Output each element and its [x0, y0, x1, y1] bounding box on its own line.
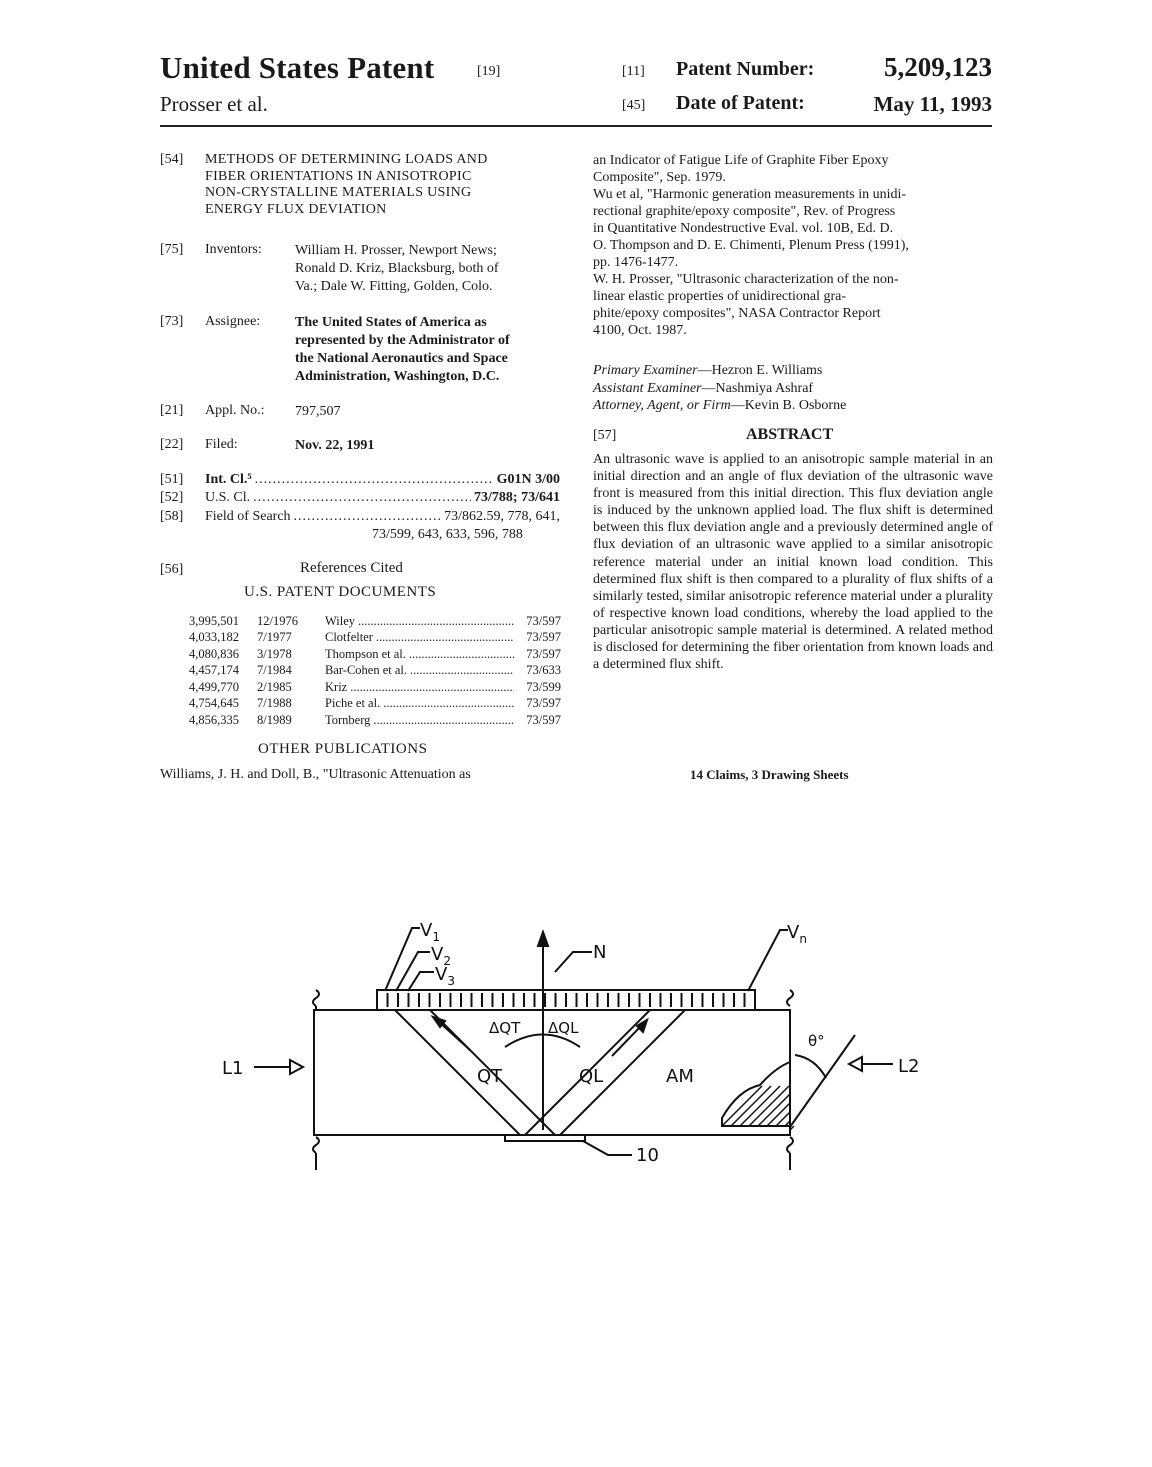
label-qt: QT	[477, 1066, 503, 1087]
reference-row	[189, 646, 561, 663]
reference-date: 3/1978	[257, 646, 292, 661]
reference-inventor: Thompson et al.	[325, 646, 406, 661]
publication-line: rectional graphite/epoxy composite", Rev. of Progress	[593, 204, 896, 219]
field-of-search-code: [58]	[160, 509, 184, 524]
label-ql: QL	[579, 1066, 604, 1087]
leader-vn	[748, 930, 788, 991]
transducer-dividers	[388, 993, 745, 1007]
int-cl-label: Int. Cl.⁵	[205, 472, 252, 487]
int-cl-code: [51]	[160, 472, 184, 487]
leader-dots	[376, 630, 514, 645]
references-code: [56]	[160, 562, 184, 577]
date-label: Date of Patent:	[676, 92, 805, 114]
appl-no-value: 797,507	[295, 404, 341, 419]
inventors-line: William H. Prosser, Newport News;	[295, 243, 497, 258]
assistant-examiner-label: Assistant Examiner	[593, 380, 702, 396]
reference-date: 7/1984	[257, 663, 292, 678]
attorney-label: Attorney, Agent, or Firm	[593, 398, 731, 413]
leader-dots	[350, 680, 514, 695]
leader-dots	[383, 696, 514, 711]
fiber-direction-line	[790, 1035, 855, 1127]
reference-number: 4,457,174	[189, 663, 239, 678]
title-line: ENERGY FLUX DEVIATION	[205, 201, 387, 217]
publication-line: in Quantitative Nondestructive Eval. vol. 10B, Ed. D.	[593, 221, 894, 236]
publication-line: linear elastic properties of unidirectional gra-	[593, 289, 847, 304]
hatch-line	[776, 1112, 790, 1126]
patent-number: 5,209,123	[884, 52, 992, 82]
assignee-line: The United States of America as	[295, 315, 487, 330]
qt-arrow	[438, 1021, 470, 1050]
leader-10	[583, 1141, 632, 1155]
examiners-block	[593, 362, 993, 415]
title-line: FIBER ORIENTATIONS IN ANISOTROPIC	[205, 168, 472, 184]
publication-line: Wu et al, "Harmonic generation measurements in unidi-	[593, 187, 907, 202]
hatch-line	[790, 1126, 794, 1130]
reference-inventor: Kriz	[325, 679, 348, 694]
reference-class: 73/599	[526, 679, 561, 694]
reference-row	[189, 613, 561, 630]
filed-label: Filed:	[205, 437, 238, 452]
inventors-line: Ronald D. Kriz, Blacksburg, both of	[295, 261, 499, 276]
leader-v2	[396, 952, 430, 991]
break-mark	[313, 990, 319, 1006]
assignee-code: [73]	[160, 314, 184, 329]
reference-number: 4,033,182	[189, 630, 239, 645]
wave-path	[395, 1010, 520, 1135]
leader-n	[555, 952, 592, 972]
break-mark	[313, 1137, 319, 1153]
attorney-name: —Kevin B. Osborne	[730, 398, 847, 413]
filed-value: Nov. 22, 1991	[295, 438, 375, 453]
assistant-examiner	[593, 380, 993, 398]
us-cl-value: 73/788; 73/641	[474, 490, 560, 505]
other-publications-continued	[593, 152, 993, 339]
hatching	[722, 1086, 794, 1130]
ql-arrow	[612, 1025, 642, 1056]
reference-row	[189, 630, 561, 647]
hatch-line	[740, 1086, 780, 1126]
field-of-search-value: 73/862.59, 778, 641,	[444, 509, 560, 524]
title-line: METHODS OF DETERMINING LOADS AND	[205, 152, 488, 167]
assignee-line: the National Aeronautics and Space	[295, 351, 508, 366]
reference-class: 73/597	[526, 712, 561, 727]
leader-dots	[410, 663, 514, 678]
patent-number-label: Patent Number:	[676, 58, 815, 80]
transducer-10	[505, 1135, 585, 1141]
label-l1: L1	[222, 1058, 244, 1079]
reference-number: 4,754,645	[189, 696, 239, 711]
hatch-line	[749, 1086, 789, 1126]
inventors-label: Inventors:	[205, 242, 262, 257]
assignee-line: Administration, Washington, D.C.	[295, 369, 500, 384]
publication-line: phite/epoxy composites", NASA Contractor Report	[593, 306, 881, 321]
publication-line: O. Thompson and D. E. Chimenti, Plenum Press (1991),	[593, 238, 909, 253]
abstract-text: An ultrasonic wave is applied to an anisotropic sample material in an initial direction and an angle of flux deviation of the ultrasonic wave front is measured from this initial direction. This flux deviation angle is induced by the unknown applied load. The flux shift is determined between this flux deviation angle and a previously determined angle of flux deviation of an ultrasonic wave applied to a similar anisotropic reference material under an initial known load condition. This determined flux shift is then compared to a plurality of flux shifts of a similarly tested, similar anisotropic reference material under a plurality of respective known load conditions, whereby the load applied to the particular anisotropic sample material is determined. A related method is disclosed for determining the fiber orientation from known loads and a determined flux shift.	[593, 452, 993, 673]
reference-number: 4,499,770	[189, 679, 239, 694]
hatch-line	[758, 1094, 790, 1126]
deviation-arc	[505, 1035, 580, 1048]
reference-row	[189, 679, 561, 696]
reference-row	[189, 663, 561, 680]
primary-examiner	[593, 362, 993, 380]
reference-inventor: Bar-Cohen et al.	[325, 663, 408, 678]
reference-class: 73/597	[526, 613, 561, 628]
publication-line: Composite", Sep. 1979.	[593, 170, 726, 185]
us-cl-code: [52]	[160, 490, 184, 505]
publication-line: 4100, Oct. 1987.	[593, 323, 687, 338]
title-code: [19]	[477, 64, 501, 79]
patent-office-title: United States Patent	[160, 50, 435, 85]
qt-arrowhead	[433, 1017, 445, 1027]
reference-date: 8/1989	[257, 712, 292, 727]
reference-class: 73/597	[526, 630, 561, 645]
filed-code: [22]	[160, 437, 184, 452]
reference-date: 12/1976	[257, 613, 298, 628]
label-10: 10	[636, 1145, 659, 1166]
abstract-code: [57]	[593, 428, 617, 443]
abstract-heading: ABSTRACT	[746, 426, 834, 443]
l2-arrowhead	[849, 1057, 862, 1071]
int-cl-row	[160, 472, 560, 490]
label-theta: θ°	[808, 1032, 825, 1050]
theta-arc	[795, 1055, 826, 1078]
wave-path	[430, 1010, 555, 1135]
fiber-cutaway	[722, 1062, 790, 1126]
inventors-line: Va.; Dale W. Fitting, Golden, Colo.	[295, 279, 493, 294]
normal-arrowhead	[538, 932, 548, 946]
title-field-code: [54]	[160, 152, 184, 167]
label-v2: $V_2$	[431, 944, 451, 968]
reference-inventor: Clotfelter	[325, 630, 373, 645]
attorney	[593, 397, 993, 415]
label-vn: $V_n$	[787, 922, 807, 946]
leader-v1	[385, 928, 420, 991]
assignee-value	[295, 314, 565, 386]
references-table	[189, 613, 561, 729]
break-mark	[787, 1137, 793, 1153]
other-publications-heading: OTHER PUBLICATIONS	[258, 741, 428, 757]
hatch-line	[767, 1103, 790, 1126]
transducer-array	[377, 990, 755, 1010]
label-l2: L2	[898, 1056, 920, 1077]
label-delta-qt: ΔQT	[489, 1019, 521, 1037]
reference-date: 2/1985	[257, 679, 292, 694]
label-am: AM	[666, 1066, 694, 1087]
label-v1: $V_1$	[420, 920, 440, 944]
leader-dots	[253, 490, 471, 508]
primary-examiner-name: —Hezron E. Williams	[697, 363, 823, 378]
invention-title	[205, 152, 565, 218]
leader-v3	[408, 972, 434, 991]
reference-inventor: Piche et al.	[325, 696, 381, 711]
appl-no-code: [21]	[160, 403, 184, 418]
break-mark	[787, 990, 793, 1006]
hatch-line	[785, 1121, 790, 1126]
reference-number: 4,080,836	[189, 646, 239, 661]
reference-row	[189, 696, 561, 713]
primary-examiner-label: Primary Examiner	[593, 363, 698, 378]
hatch-line	[731, 1086, 771, 1126]
other-publications-first-line: Williams, J. H. and Doll, B., "Ultrasonic Attenuation as	[160, 767, 471, 782]
assignee-line: represented by the Administrator of	[295, 333, 510, 348]
leader-dots	[294, 509, 442, 527]
field-of-search-continuation: 73/599, 643, 633, 596, 788	[372, 527, 523, 542]
reference-date: 7/1988	[257, 696, 292, 711]
assistant-examiner-name: —Nashmiya Ashraf	[701, 380, 814, 396]
assignee-label: Assignee:	[205, 314, 261, 329]
us-cl-row	[160, 490, 560, 508]
references-cited-heading: References Cited	[300, 560, 403, 576]
inventors-code: [75]	[160, 242, 184, 257]
sample-material-outline	[314, 1010, 790, 1135]
leader-dots	[255, 472, 494, 490]
patent-number-code: [11]	[622, 64, 645, 79]
claims-count: 14 Claims, 3 Drawing Sheets	[690, 767, 849, 782]
publication-line: W. H. Prosser, "Ultrasonic characterization of the non-	[593, 272, 899, 287]
reference-class: 73/597	[526, 696, 561, 711]
reference-number: 4,856,335	[189, 712, 239, 727]
date-code: [45]	[622, 98, 646, 113]
reference-number: 3,995,501	[189, 613, 239, 628]
appl-no-label: Appl. No.:	[205, 403, 265, 418]
publication-line: an Indicator of Fatigue Life of Graphite Fiber Epoxy	[593, 153, 889, 168]
header-rule	[160, 125, 992, 127]
inventors-value	[295, 242, 565, 296]
wave-path	[560, 1010, 685, 1135]
inventors-short: Prosser et al.	[160, 92, 268, 116]
ql-arrowhead	[637, 1020, 647, 1032]
field-of-search-row	[160, 509, 560, 527]
label-delta-ql: ΔQL	[548, 1019, 579, 1037]
l1-arrowhead	[290, 1060, 303, 1074]
us-cl-label: U.S. Cl.	[205, 490, 251, 505]
label-n: N	[593, 942, 607, 963]
leader-dots	[373, 713, 514, 728]
reference-class: 73/597	[526, 646, 561, 661]
us-patent-documents-heading: U.S. PATENT DOCUMENTS	[244, 584, 437, 600]
publication-line: pp. 1476-1477.	[593, 255, 679, 270]
int-cl-value: G01N 3/00	[496, 472, 560, 487]
reference-inventor: Tornberg	[325, 712, 371, 727]
date-of-patent: May 11, 1993	[873, 92, 992, 116]
wave-path	[525, 1010, 650, 1135]
leader-dots	[409, 647, 514, 662]
reference-date: 7/1977	[257, 630, 292, 645]
leader-dots	[358, 614, 514, 629]
title-line: NON-CRYSTALLINE MATERIALS USING	[205, 185, 472, 200]
label-v3: $V_3$	[435, 964, 455, 988]
reference-row	[189, 712, 561, 729]
reference-inventor: Wiley	[325, 613, 356, 628]
hatch-line	[722, 1086, 762, 1126]
reference-class: 73/633	[526, 663, 561, 678]
field-of-search-label: Field of Search	[205, 509, 291, 524]
